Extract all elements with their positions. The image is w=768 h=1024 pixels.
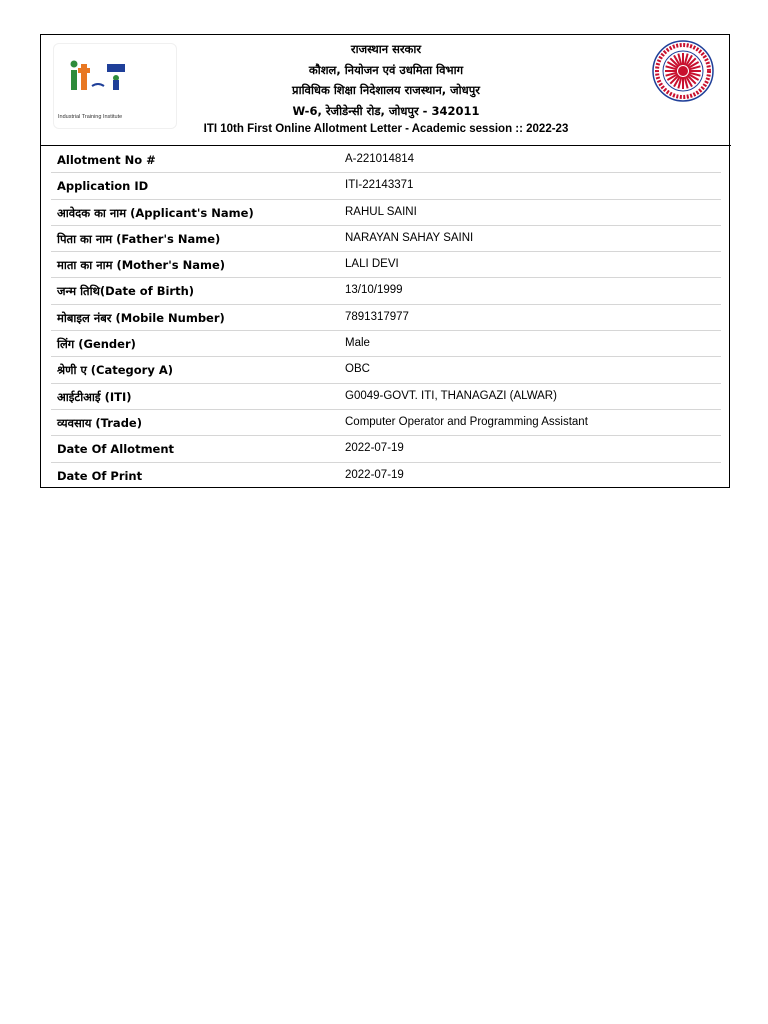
detail-label: श्रेणी ए (Category A) xyxy=(57,363,174,378)
detail-value: 13/10/1999 xyxy=(345,284,403,297)
detail-label: Application ID xyxy=(57,179,149,194)
letter-header xyxy=(41,35,729,145)
detail-row xyxy=(51,147,721,173)
detail-label: आईटीआई (ITI) xyxy=(57,389,132,404)
detail-value: ITI-22143371 xyxy=(345,179,414,192)
detail-row xyxy=(51,384,721,410)
detail-value: G0049-GOVT. ITI, THANAGAZI (ALWAR) xyxy=(345,389,557,402)
detail-row xyxy=(51,331,721,357)
detail-value: 7891317977 xyxy=(345,310,409,323)
detail-value: A-221014814 xyxy=(345,153,415,165)
detail-label: Date Of Allotment xyxy=(57,442,175,457)
iti-logo-icon xyxy=(68,56,128,96)
detail-row xyxy=(51,200,721,226)
detail-label: पिता का नाम (Father's Name) xyxy=(57,231,221,246)
detail-row xyxy=(51,436,721,462)
header-line-department: कौशल, नियोजन एवं उधमिता विभाग xyxy=(308,62,464,77)
detail-label: व्यवसाय (Trade) xyxy=(57,415,142,430)
detail-row xyxy=(51,173,721,199)
detail-value: RAHUL SAINI xyxy=(345,205,417,218)
details-table xyxy=(51,147,721,488)
detail-label: Date Of Print xyxy=(57,468,143,483)
detail-row xyxy=(51,305,721,331)
detail-value: LALI DEVI xyxy=(345,258,399,271)
session-title: ITI 10th First Online Allotment Letter - Academic session :: 2022-23 xyxy=(203,123,569,135)
detail-label: आवेदक का नाम (Applicant's Name) xyxy=(57,205,254,220)
iti-logo xyxy=(53,43,177,129)
allotment-letter xyxy=(40,34,730,488)
header-line-directorate: प्राविधिक शिक्षा निदेशालय राजस्थान, जोधपुर xyxy=(292,83,480,97)
detail-label: माता का नाम (Mother's Name) xyxy=(57,258,225,273)
detail-row xyxy=(51,357,721,383)
detail-value: Computer Operator and Programming Assistant xyxy=(345,415,588,428)
detail-value: 2022-07-19 xyxy=(345,442,404,455)
header-line-government: राजस्थान सरकार xyxy=(350,42,422,56)
detail-label: जन्म तिथि(Date of Birth) xyxy=(57,284,195,299)
detail-label: मोबाइल नंबर (Mobile Number) xyxy=(57,310,225,325)
detail-row xyxy=(51,278,721,304)
detail-row xyxy=(51,252,721,278)
header-line-address: W-6, रेजीडेन्सी रोड, जोधपुर - 342011 xyxy=(292,103,480,118)
detail-value: OBC xyxy=(345,363,370,376)
detail-value: Male xyxy=(345,337,370,350)
header-lines xyxy=(181,39,591,121)
directorate-seal-icon xyxy=(651,39,715,103)
detail-row xyxy=(51,226,721,252)
detail-value: NARAYAN SAHAY SAINI xyxy=(345,231,474,244)
detail-label: Allotment No # xyxy=(57,153,156,167)
detail-value: 2022-07-19 xyxy=(345,468,404,481)
detail-row xyxy=(51,410,721,436)
iti-logo-caption: Industrial Training Institute xyxy=(58,114,123,120)
detail-label: लिंग (Gender) xyxy=(57,337,136,352)
header-divider xyxy=(41,145,731,146)
detail-row xyxy=(51,463,721,488)
